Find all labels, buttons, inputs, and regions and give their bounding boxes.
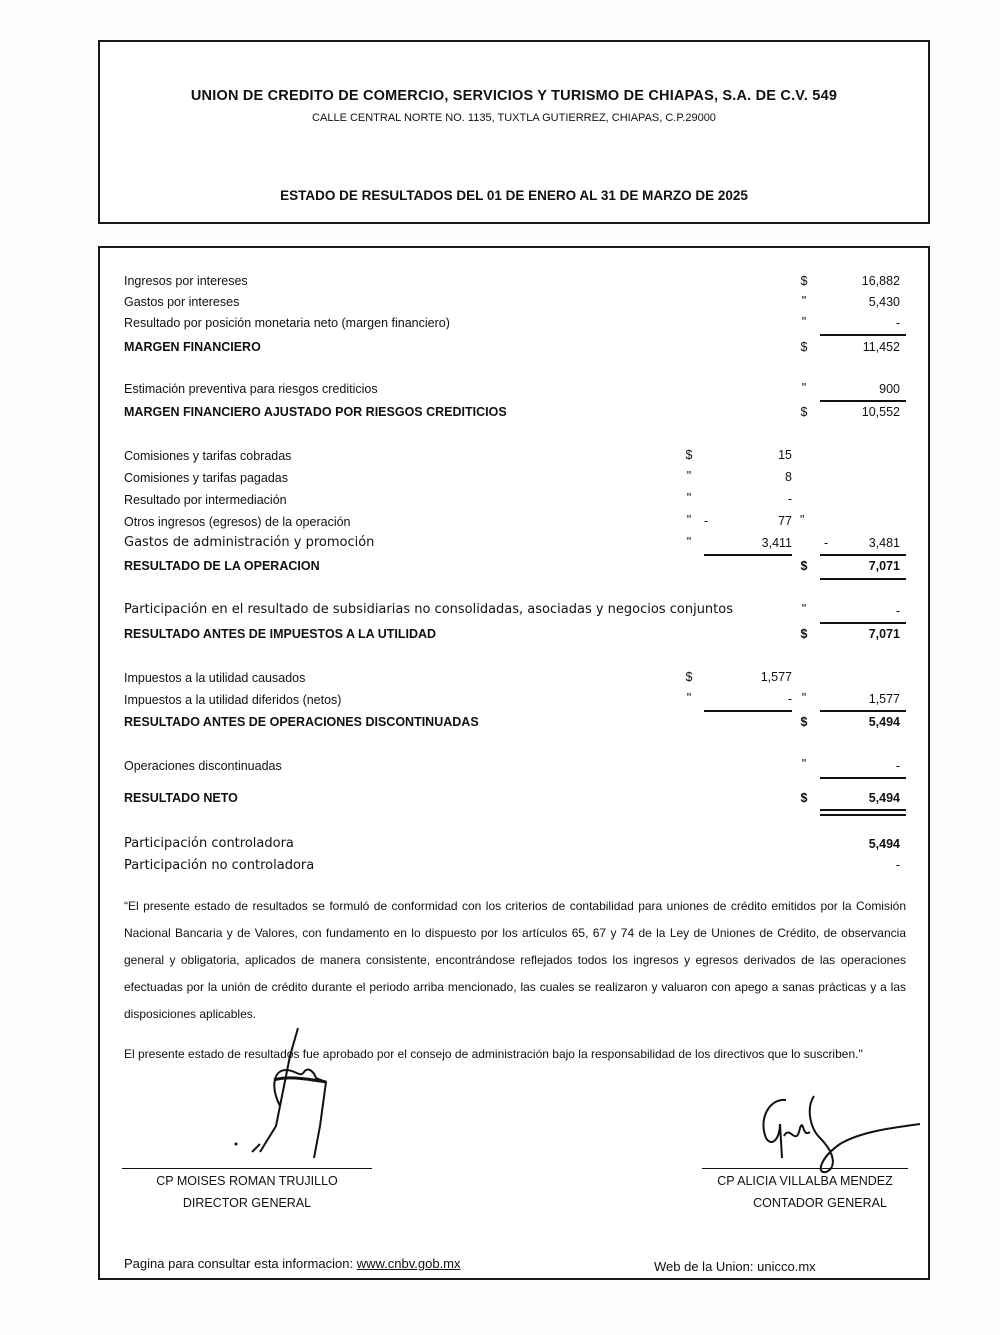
footer-consult: [124, 1256, 461, 1271]
signature-line-left: [122, 1168, 372, 1169]
signature-line-right: [702, 1168, 908, 1169]
row-label: RESULTADO NETO: [124, 791, 238, 805]
row-total: 3,481: [868, 536, 900, 550]
subtotal-line: [704, 554, 792, 556]
legal-note-paragraph: “El presente estado de resultados se formuló de conformidad con los criterios de contabilidad para uniones de crédito emitidos por la Comisión Nacional Bancaria y de Valores, con fundamento en lo dispuesto por los artículos 65, 67 y 74 de la Ley de Uniones de Crédito, de observancia general y obligatoria, aplicados de manera consistente, encontrándose reflejados todos los ingresos y egresos derivados de las operaciones efectuadas por la unión de crédito durante el periodo arriba mencionado, las cuales se realizaron y valuaron con apego a sanas prácticas y a las disposiciones aplicables.: [124, 899, 906, 1021]
header-box: [98, 40, 930, 224]
report-title: ESTADO DE RESULTADOS DEL 01 DE ENERO AL 31 DE MARZO DE 2025: [280, 188, 748, 203]
subtotal-line: [820, 622, 906, 624]
row-label: Participación controladora: [124, 836, 294, 851]
row-label: Ingresos por intereses: [124, 274, 248, 288]
row-label: Participación no controladora: [124, 858, 315, 873]
currency-symbol: $: [800, 627, 808, 641]
statement-box: [98, 246, 930, 1280]
subtotal-line: [704, 710, 792, 712]
currency-symbol: $: [800, 340, 808, 354]
row-value: 8: [785, 470, 792, 484]
cnbv-link[interactable]: www.cnbv.gob.mx: [356, 1256, 461, 1271]
row-label: RESULTADO DE LA OPERACION: [124, 559, 320, 573]
signer-left-title: DIRECTOR GENERAL: [182, 1196, 312, 1210]
row-label: RESULTADO ANTES DE OPERACIONES DISCONTINUADAS: [124, 715, 479, 729]
ditto-mark: ": [801, 691, 807, 705]
signer-right-name: CP ALICIA VILLALBA MENDEZ: [717, 1174, 893, 1188]
company-address: CALLE CENTRAL NORTE NO. 1135, TUXTLA GUTIERREZ, CHIAPAS, C.P.29000: [312, 112, 716, 124]
row-value: 5,494: [868, 791, 900, 805]
currency-symbol: $: [800, 405, 808, 419]
ditto-mark: ": [686, 491, 692, 505]
row-label: Resultado por intermediación: [124, 493, 287, 507]
unicco-link[interactable]: unicco.mx: [757, 1259, 816, 1274]
row-value: -: [787, 492, 792, 506]
ditto-mark: ": [800, 513, 805, 527]
currency-symbol: $: [685, 670, 693, 684]
subtotal-line: [820, 400, 906, 402]
consult-label: Pagina para consultar esta informacion:: [124, 1256, 354, 1271]
row-value: -: [895, 604, 900, 618]
row-label: Comisiones y tarifas cobradas: [124, 449, 292, 463]
row-label: Comisiones y tarifas pagadas: [124, 471, 288, 485]
row-label: MARGEN FINANCIERO: [124, 340, 261, 354]
row-label: MARGEN FINANCIERO AJUSTADO POR RIESGOS CREDITICIOS: [124, 405, 507, 419]
negative-sign: -: [824, 536, 829, 550]
subtotal-line: [820, 334, 906, 336]
row-value: -: [895, 759, 900, 773]
subtotal-line: [820, 777, 906, 779]
signature-left-icon: [230, 1026, 360, 1166]
ditto-mark: ": [801, 294, 807, 308]
row-value: 15: [778, 448, 792, 462]
web-label: Web de la Union:: [654, 1259, 754, 1274]
signer-left-name: CP MOISES ROMAN TRUJILLO: [156, 1174, 338, 1188]
ditto-mark: ": [686, 691, 692, 705]
ditto-mark: ": [686, 535, 692, 549]
row-value: 1,577: [760, 670, 792, 684]
approval-note-paragraph: El presente estado de resultados fue aprobado por el consejo de administración bajo la responsabilidad de los directivos que lo suscriben.": [124, 1047, 863, 1061]
footer-web: [654, 1259, 816, 1274]
row-value: 10,552: [861, 405, 900, 419]
row-value: 77: [778, 514, 792, 528]
row-value: 900: [879, 382, 900, 396]
subtotal-line: [820, 710, 906, 712]
row-value: 7,071: [868, 559, 900, 573]
row-value: 11,452: [862, 340, 900, 354]
ditto-mark: ": [801, 315, 807, 329]
row-value: 5,494: [868, 837, 900, 851]
row-label: Impuestos a la utilidad causados: [124, 671, 306, 685]
currency-symbol: $: [800, 791, 808, 805]
total-line: [820, 578, 906, 580]
row-value: -: [787, 692, 792, 706]
row-label: Impuestos a la utilidad diferidos (netos): [124, 693, 342, 707]
negative-sign: -: [704, 514, 709, 528]
row-label: Resultado por posición monetaria neto (margen financiero): [124, 316, 450, 330]
row-value: 16,882: [861, 274, 900, 288]
row-label: Gastos por intereses: [124, 295, 240, 309]
row-value: -: [895, 316, 900, 330]
row-label: Participación en el resultado de subsidiarias no consolidadas, asociadas y negocios conjuntos: [124, 602, 733, 617]
currency-symbol: $: [685, 448, 693, 462]
row-value: 5,430: [868, 295, 900, 309]
row-total: 1,577: [868, 692, 900, 706]
ditto-mark: ": [801, 602, 807, 616]
currency-symbol: $: [800, 559, 808, 573]
row-value: -: [895, 858, 900, 872]
ditto-mark: ": [686, 513, 692, 527]
double-total-line: [820, 809, 906, 816]
row-value: 3,411: [761, 536, 792, 550]
currency-symbol: $: [800, 715, 808, 729]
currency-symbol: $: [800, 274, 808, 288]
row-value: 7,071: [868, 627, 900, 641]
ditto-mark: ": [801, 757, 807, 771]
row-label: Operaciones discontinuadas: [124, 759, 282, 773]
signature-right-icon: [740, 1088, 930, 1178]
row-label: RESULTADO ANTES DE IMPUESTOS A LA UTILIDAD: [124, 627, 437, 641]
ditto-mark: ": [801, 381, 807, 395]
row-label: Otros ingresos (egresos) de la operación: [124, 515, 351, 529]
row-value: 5,494: [868, 715, 900, 729]
row-label: Gastos de administración y promoción: [124, 535, 375, 550]
ditto-mark: ": [686, 469, 692, 483]
row-label: Estimación preventiva para riesgos crediticios: [124, 382, 378, 396]
signer-right-title: CONTADOR GENERAL: [753, 1196, 887, 1210]
company-name: UNION DE CREDITO DE COMERCIO, SERVICIOS Y TURISMO DE CHIAPAS, S.A. DE C.V. 549: [190, 88, 838, 104]
subtotal-line: [820, 554, 906, 556]
